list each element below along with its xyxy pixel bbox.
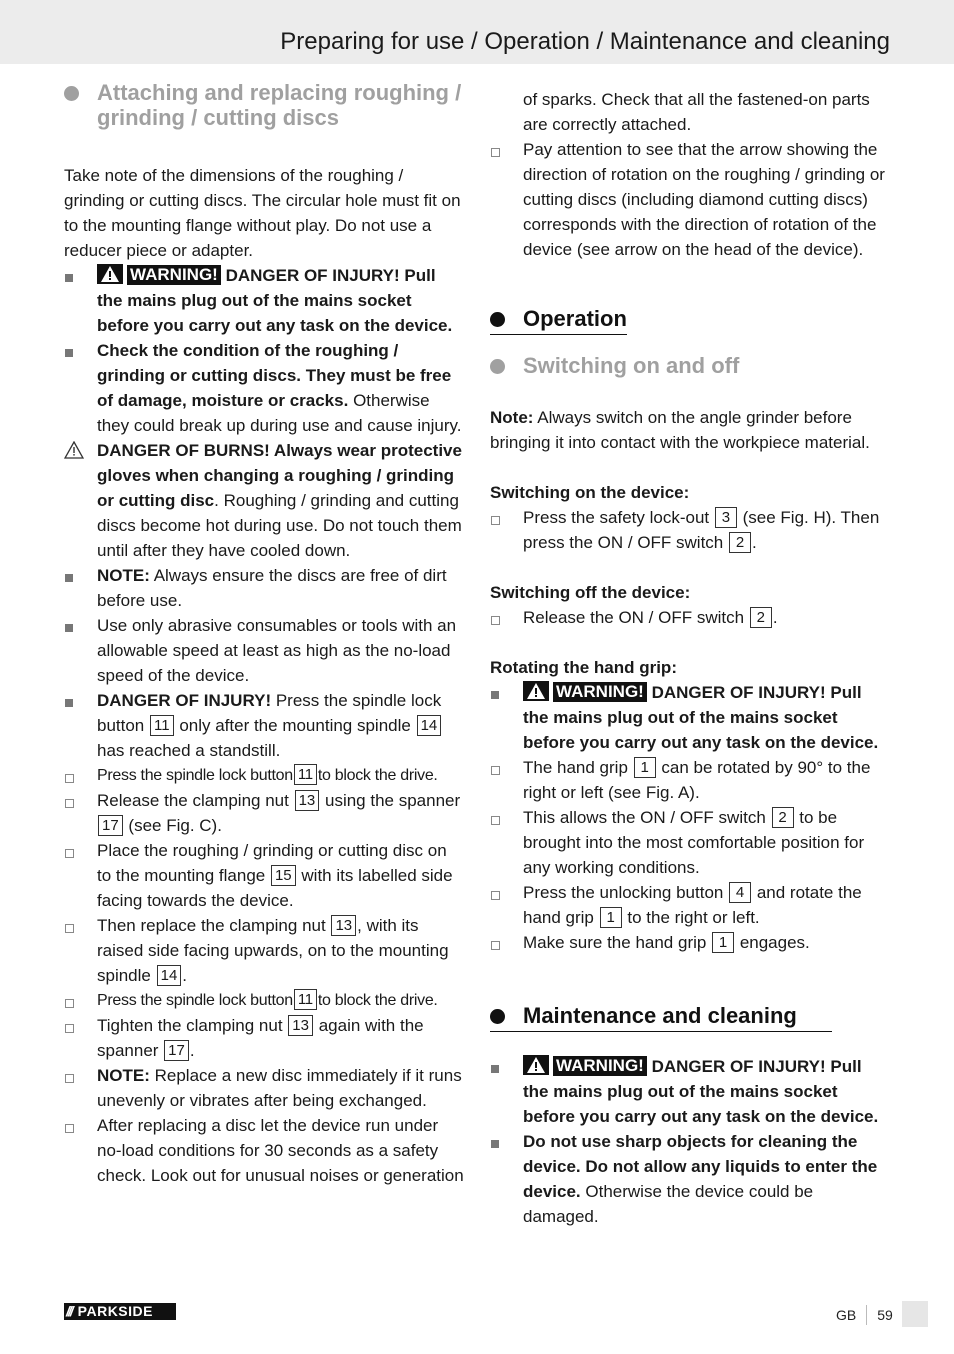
box-bullet-icon: [491, 616, 500, 625]
list-item-replace-nut: Then replace the clamping nut 13 , with its raised side facing upwards, on to the mounting spindle 14 .: [64, 913, 464, 988]
part-number: 17: [164, 1040, 189, 1061]
bullet-dot-icon: [490, 359, 505, 374]
part-number: 2: [772, 807, 794, 828]
square-bullet-icon: [65, 274, 73, 282]
list-item-check: Check the condition of the roughing / grinding or cutting discs. They must be free of damage, moisture or cracks. Otherwise they could break up during use and cause injury.: [64, 338, 464, 438]
box-bullet-icon: [65, 1124, 74, 1133]
subheading-rotating-grip: Rotating the hand grip:: [490, 658, 677, 677]
part-number: 17: [98, 815, 123, 836]
list-item-after: After replacing a disc let the device run under no-load conditions for 30 seconds as a safety check. Look out for unusual noises or generation: [64, 1113, 464, 1188]
square-bullet-icon: [491, 691, 499, 699]
bullet-dot-icon: [64, 86, 79, 101]
parkside-logo: /// PARKSIDE: [64, 1303, 176, 1320]
list-item-note2: NOTE: Replace a new disc immediately if it runs unevenly or vibrates after being exchanged.: [64, 1063, 464, 1113]
bullet-dot-icon: [490, 312, 505, 327]
page-footer: [836, 1303, 893, 1327]
box-bullet-icon: [65, 999, 74, 1008]
header-bar: [0, 0, 954, 64]
note-paragraph: Note: Always switch on the angle grinder before bringing it into contact with the workpiece material.: [490, 408, 870, 452]
part-number: 14: [417, 715, 442, 736]
part-number: 1: [600, 907, 622, 928]
part-number: 13: [331, 915, 356, 936]
box-bullet-icon: [491, 891, 500, 900]
warning-label: WARNING!: [127, 265, 221, 285]
box-bullet-icon: [491, 516, 500, 525]
section-heading-operation: Operation: [490, 306, 627, 335]
subheading-switch-on: Switching on the device:: [490, 483, 690, 502]
page-tab-marker: [902, 1301, 928, 1327]
box-bullet-icon: [65, 1074, 74, 1083]
list-item-abrasive: Use only abrasive consumables or tools with an allowable speed at least as high as the no-load speed of the device.: [64, 613, 464, 688]
part-number: 13: [288, 1015, 313, 1036]
part-number: 11: [294, 989, 317, 1010]
language-code: GB: [836, 1307, 857, 1323]
list-item-unlock: Press the unlocking button 4 and rotate the hand grip 1 to the right or left.: [490, 880, 890, 930]
caution-triangle-icon: [64, 441, 84, 459]
square-bullet-icon: [65, 624, 73, 632]
box-bullet-icon: [65, 924, 74, 933]
list-item-allows: This allows the ON / OFF switch 2 to be brought into the most comfortable position for any working conditions.: [490, 805, 890, 880]
box-bullet-icon: [491, 816, 500, 825]
box-bullet-icon: [65, 799, 74, 808]
part-number: 4: [729, 882, 751, 903]
list-item-warning: WARNING! DANGER OF INJURY! Pull the mains plug out of the mains socket before you carry out any task on the device.: [64, 263, 464, 338]
box-bullet-icon: [491, 148, 500, 157]
square-bullet-icon: [65, 574, 73, 582]
list-item-press-lock-2: Press the spindle lock button 11 to block the drive.: [64, 988, 464, 1013]
warning-label: WARNING!: [553, 682, 647, 702]
square-bullet-icon: [65, 349, 73, 357]
part-number: 13: [295, 790, 320, 811]
warning-triangle-icon: [97, 264, 123, 284]
page-number: 59: [877, 1307, 893, 1323]
box-bullet-icon: [65, 774, 74, 783]
list-item-place-disc: Place the roughing / grinding or cutting disc on to the mounting flange 15 with its labelled side facing towards the device.: [64, 838, 464, 913]
left-column: [64, 80, 464, 1188]
square-bullet-icon: [491, 1065, 499, 1073]
list-item-continued: of sparks. Check that all the fastened-on parts are correctly attached.: [523, 90, 870, 134]
list-item-tighten: Tighten the clamping nut 13 again with the spanner 17 .: [64, 1013, 464, 1063]
list-item-maint-warning: WARNING! DANGER OF INJURY! Pull the mains plug out of the mains socket before you carry out any task on the device.: [490, 1054, 890, 1129]
section-heading-maintenance: Maintenance and cleaning: [490, 1003, 832, 1032]
warning-label: WARNING!: [553, 1056, 647, 1076]
box-bullet-icon: [65, 849, 74, 858]
list-item-release-nut: Release the clamping nut 13 using the spanner 17 (see Fig. C).: [64, 788, 464, 838]
box-bullet-icon: [491, 941, 500, 950]
section-heading-switching: Switching on and off: [490, 353, 890, 378]
subheading-switch-off: Switching off the device:: [490, 583, 691, 602]
square-bullet-icon: [65, 699, 73, 707]
list-item-engages: Make sure the hand grip 1 engages.: [490, 930, 890, 955]
warning-triangle-icon: [523, 681, 549, 701]
list-item-press-lock: Press the spindle lock button 11 to block the drive.: [64, 763, 464, 788]
part-number: 1: [712, 932, 734, 953]
footer-divider: [866, 1305, 867, 1325]
part-number: 15: [271, 865, 296, 886]
list-item-sharp: Do not use sharp objects for cleaning the device. Do not allow any liquids to enter the device. Otherwise the device could be damaged.: [490, 1129, 890, 1229]
list-item-rot-warning: WARNING! DANGER OF INJURY! Pull the mains plug out of the mains socket before you carry out any task on the device.: [490, 680, 890, 755]
part-number: 3: [715, 507, 737, 528]
box-bullet-icon: [491, 766, 500, 775]
box-bullet-icon: [65, 1024, 74, 1033]
list-item-switch-off: Release the ON / OFF switch 2 .: [490, 605, 890, 630]
list-item-burns: DANGER OF BURNS! Always wear protective gloves when changing a roughing / grinding or cutting disc. Roughing / grinding and cutting discs become hot during use. Do not touch them until after they have cooled down.: [64, 438, 464, 563]
list-item-note1: NOTE: Always ensure the discs are free of dirt before use.: [64, 563, 464, 613]
square-bullet-icon: [491, 1140, 499, 1148]
intro-paragraph: Take note of the dimensions of the roughing / grinding or cutting discs. The circular hole must fit on to the mounting flange without play. Do not use a reducer piece or adapter.: [64, 166, 461, 260]
list-item-arrow: Pay attention to see that the arrow showing the direction of rotation on the roughing / grinding or cutting discs (including diamond cutting discs) corresponds with the direction of rotation of the device (see arrow on the head of the device).: [490, 137, 890, 262]
page-title: Preparing for use / Operation / Maintenance and cleaning: [280, 28, 890, 55]
part-number: 11: [294, 764, 317, 785]
right-column: [490, 80, 890, 1229]
list-item-switch-on: Press the safety lock-out 3 (see Fig. H). Then press the ON / OFF switch 2 .: [490, 505, 890, 555]
part-number: 2: [729, 532, 751, 553]
part-number: 1: [634, 757, 656, 778]
list-item-grip: The hand grip 1 can be rotated by 90° to the right or left (see Fig. A).: [490, 755, 890, 805]
part-number: 2: [750, 607, 772, 628]
part-number: 11: [150, 715, 174, 736]
list-item-spindle: DANGER OF INJURY! Press the spindle lock button 11 only after the mounting spindle 14 has reached a standstill.: [64, 688, 464, 763]
warning-triangle-icon: [523, 1055, 549, 1075]
section-heading-discs: Attaching and replacing roughing / grinding / cutting discs: [64, 80, 464, 130]
part-number: 14: [157, 965, 182, 986]
bullet-dot-icon: [490, 1009, 505, 1024]
